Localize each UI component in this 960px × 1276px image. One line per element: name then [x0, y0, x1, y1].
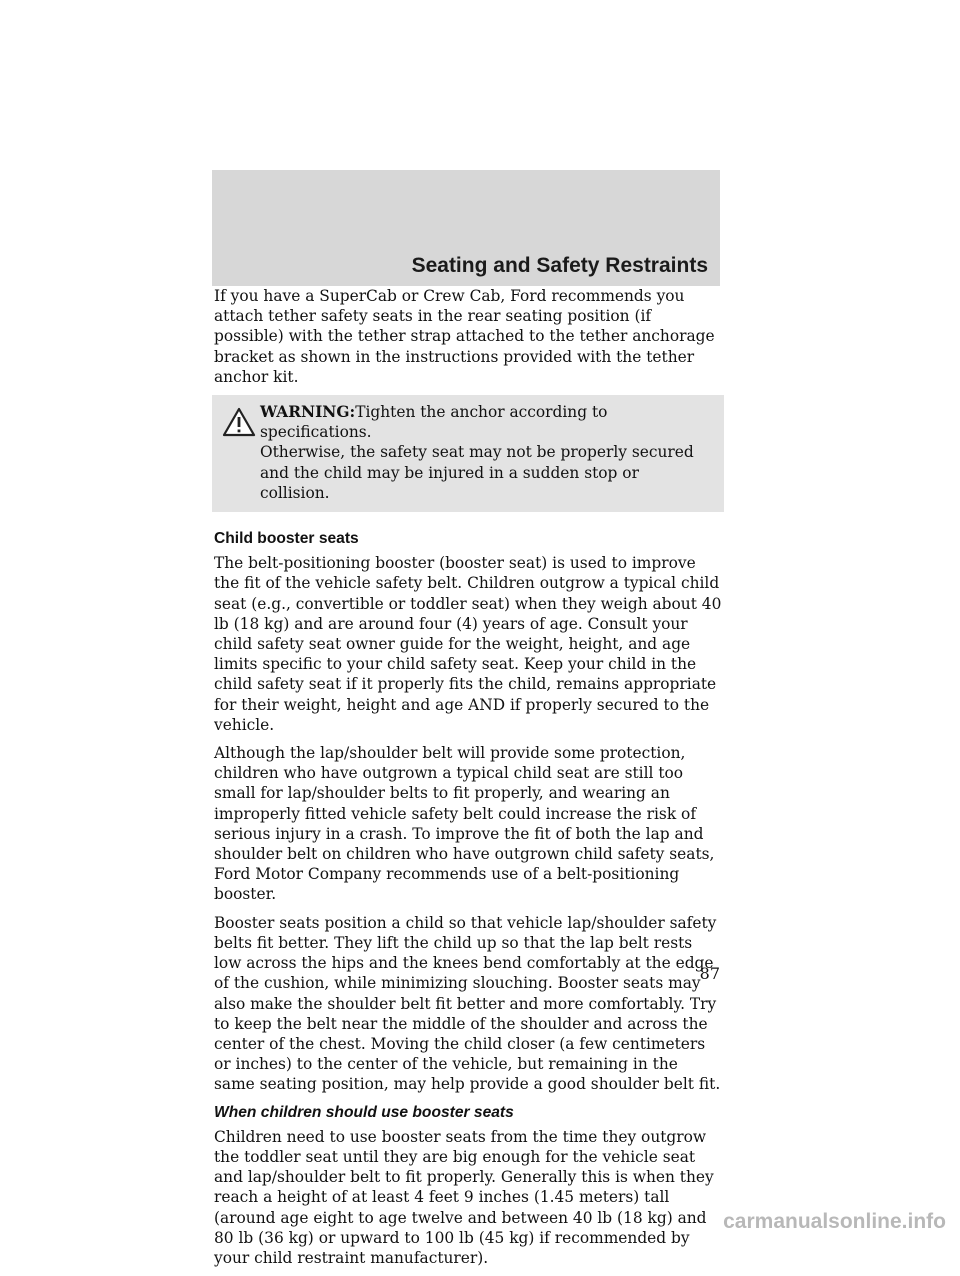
- booster-paragraph-3: Booster seats position a child so that vehicle lap/shoulder safety belts fit better. They lift the child up so that the lap belt rests low across the hips and the knees bend comfortably at the edge of the cushion, while minimizing slouching. Booster seats may also make the shoulder belt fit better and more comfortably. Try to keep the belt near the middle of the shoulder and across the center of the chest. Moving the child closer (a few centimeters or inches) to the center of the vehicle, but remaining in the same seating position, may help provide a good shoulder belt fit.: [214, 913, 721, 1094]
- warning-box: [212, 395, 724, 512]
- warning-text-rest: Otherwise, the safety seat may not be properly secured and the child may be injured in a sudden stop or collision.: [260, 443, 694, 502]
- section-title: Seating and Safety Restraints: [411, 254, 708, 277]
- booster-paragraph-1: The belt-positioning booster (booster seat) is used to improve the fit of the vehicle safety belt. Children outgrow a typical child seat (e.g., convertible or toddler seat) when they weigh about 40 lb (18 kg) and are around four (4) years of age. Consult your child safety seat owner guide for the weight, height, and age limits specific to your child safety seat. Keep your child in the child safety seat if it properly fits the child, remains appropriate for their weight, height and age AND if properly secured to the vehicle.: [214, 554, 722, 734]
- heading-child-booster-seats: Child booster seats: [214, 530, 359, 548]
- warning-text-lead: Tighten the anchor according to specifications.: [260, 403, 608, 442]
- warning-first-line: [218, 402, 712, 442]
- intro-paragraph: If you have a SuperCab or Crew Cab, Ford recommends you attach tether safety seats in the rear seating position (if possible) with the tether strap attached to the tether anchorage bracket as shown in the instructions provided with the tether anchor kit.: [214, 287, 715, 386]
- watermark: carmanualsonline.info: [723, 1210, 946, 1233]
- when-paragraph-1: Children need to use booster seats from the time they outgrow the toddler seat until they are big enough for the vehicle seat and lap/shoulder belt to fit properly. Generally this is when they reach a height of at least 4 feet 9 inches (1.45 meters) tall (around age eight to age twelve and between 40 lb (18 kg) and 80 lb (36 kg) or upward to 100 lb (45 kg) if recommended by your child restraint manufacturer).: [214, 1127, 714, 1267]
- booster-paragraph-2: Although the lap/shoulder belt will provide some protection, children who have outgrown a typical child seat are still too small for lap/shoulder belts to fit properly, and wearing an improperly fitted vehicle safety belt could increase the risk of serious injury in a crash. To improve the fit of both the lap and shoulder belt on children who have outgrown child safety seats, Ford Motor Company recommends use of a belt-positioning booster.: [214, 744, 715, 904]
- header-band: [212, 170, 720, 286]
- warning-triangle-icon: [222, 407, 256, 437]
- page-content: [214, 286, 722, 1276]
- heading-when-to-use-boosters: When children should use booster seats: [214, 1103, 514, 1121]
- page-number: 87: [699, 964, 720, 983]
- warning-label: WARNING:: [260, 403, 356, 422]
